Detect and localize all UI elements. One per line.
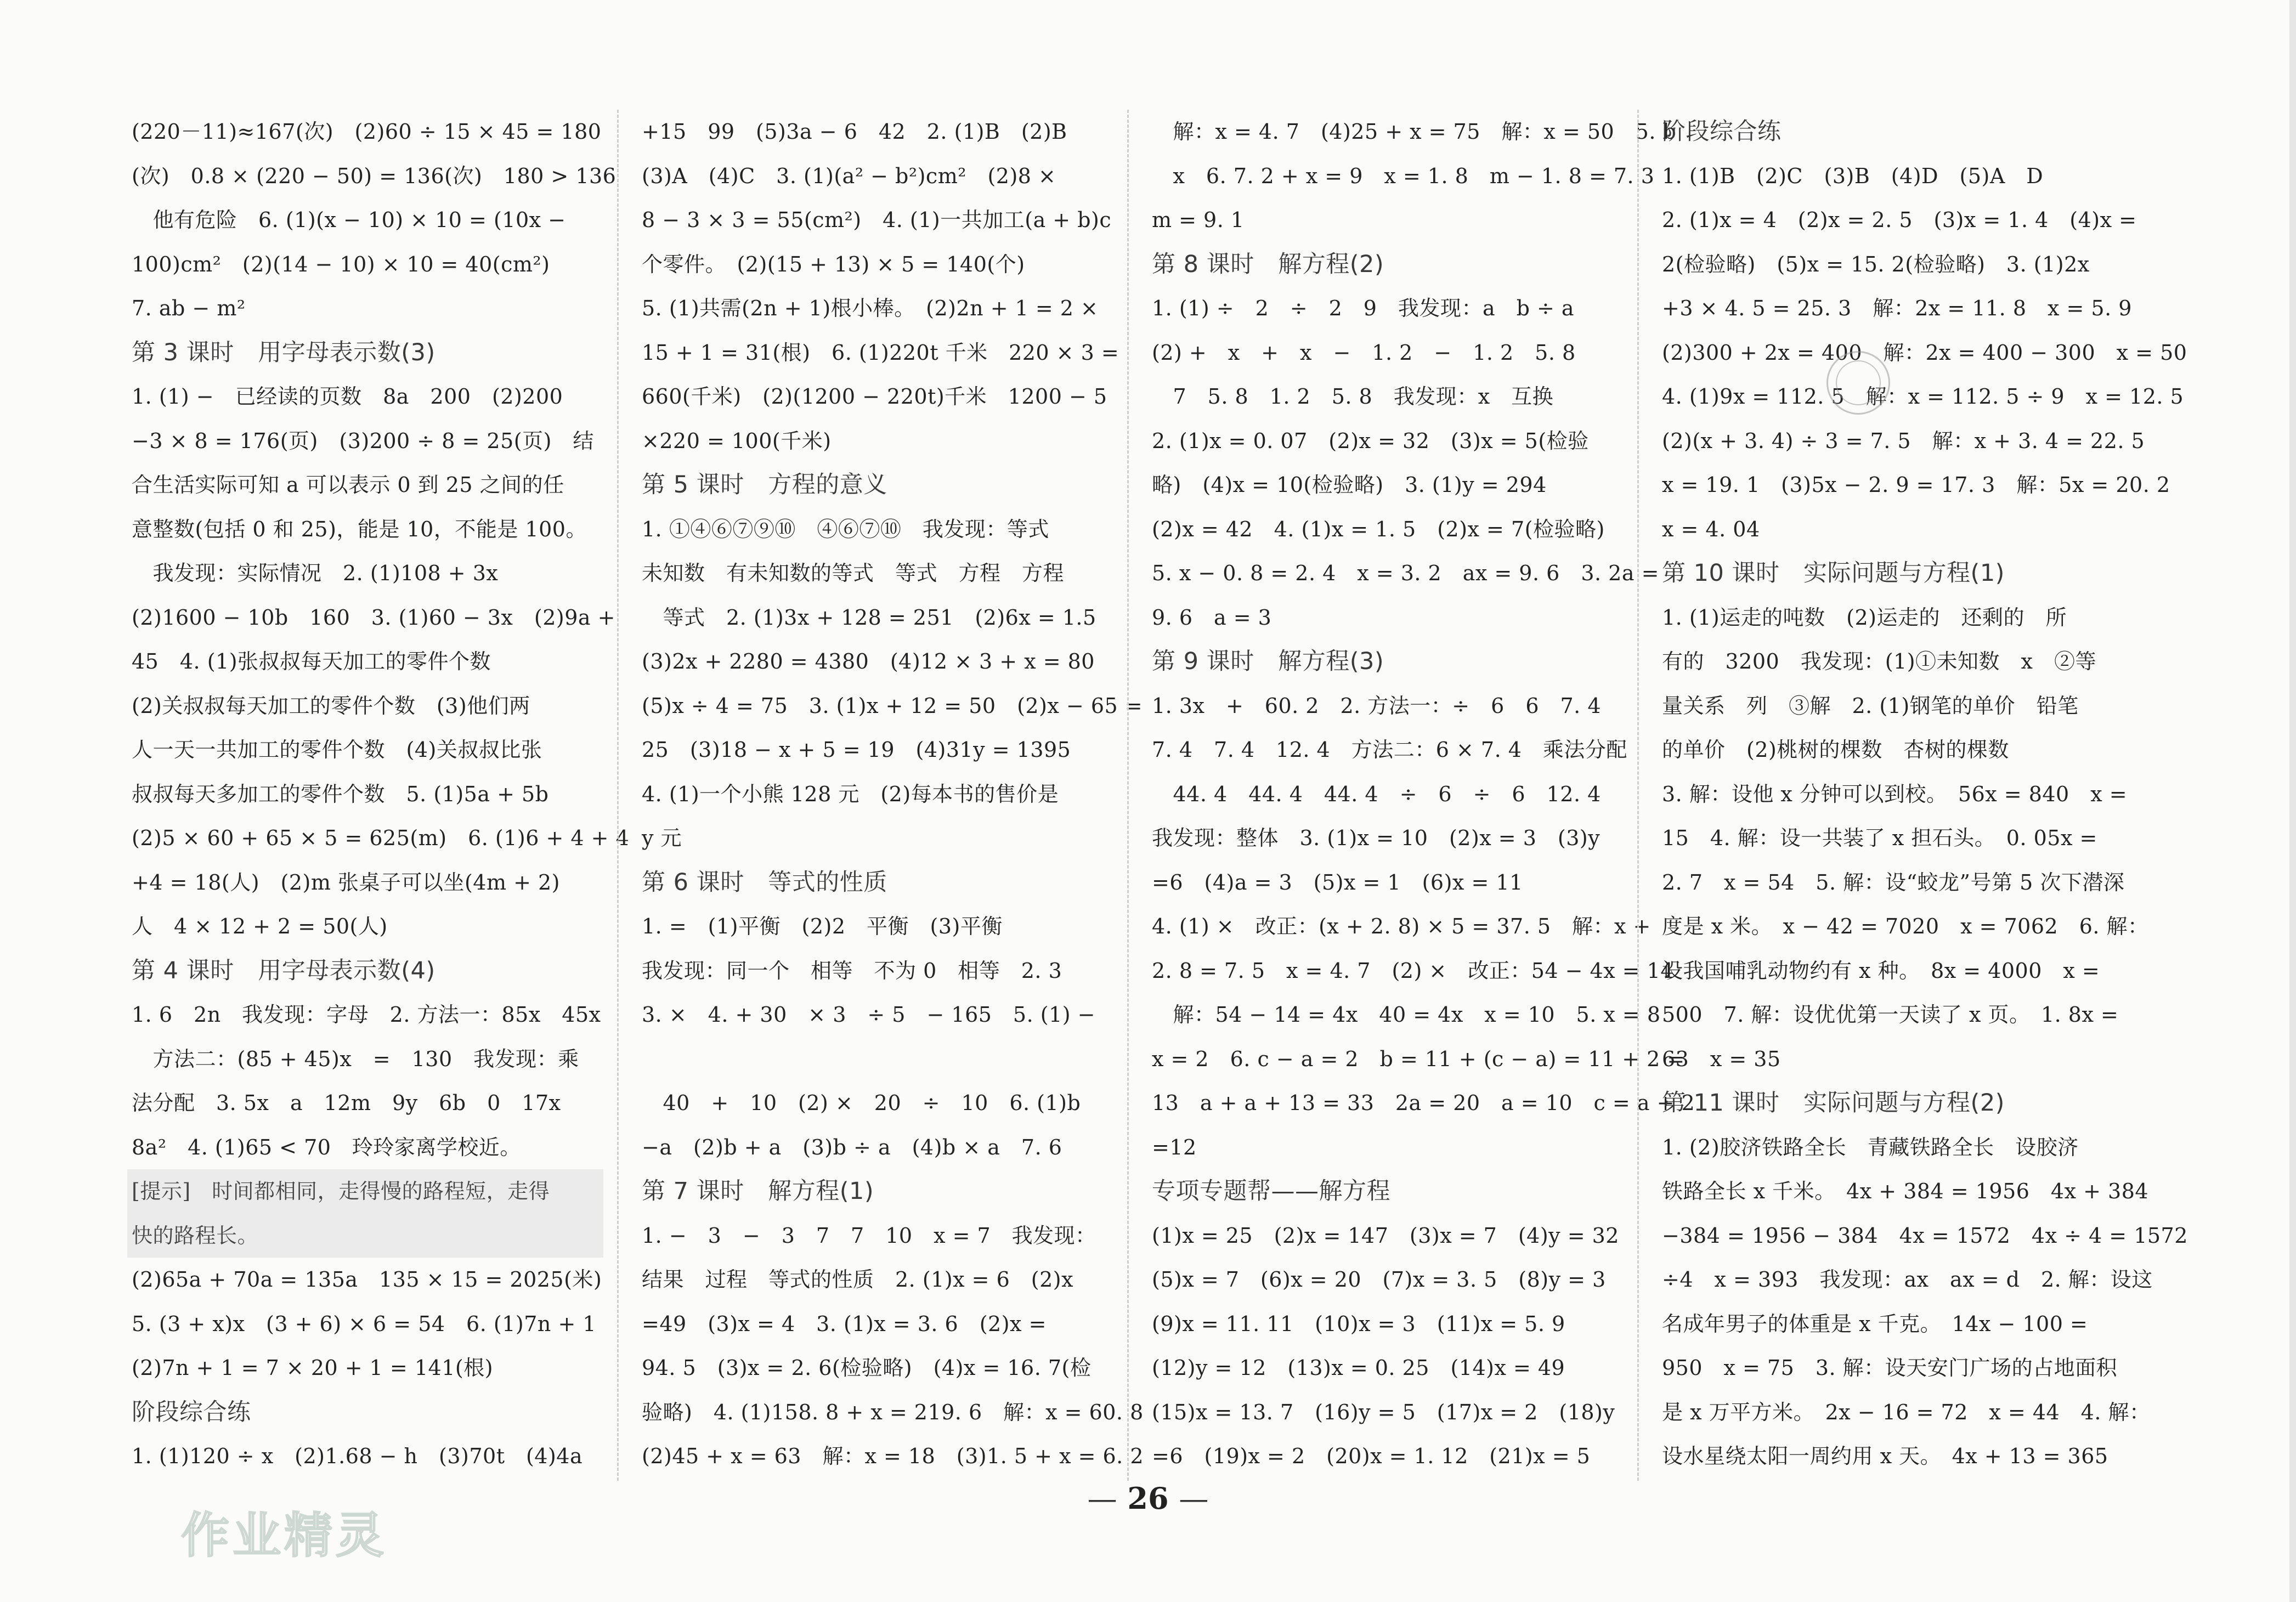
- answer-line: 660(千米) (2)(1200 − 220t)千米 1200 − 5: [642, 384, 1107, 409]
- answer-line: 2. 8 = 7. 5 x = 4. 7 (2) × 改正：54 − 4x = 14: [1152, 958, 1675, 983]
- answer-line: 他有危险 6. (1)(x − 10) × 10 = (10x −: [132, 208, 566, 232]
- answer-line: (2)65a + 70a = 135a 135 × 15 = 2025(米): [132, 1267, 602, 1292]
- answer-line: (2)300 + 2x = 400 解：2x = 400 − 300 x = 50: [1662, 340, 2187, 365]
- answer-line: (9)x = 11. 11 (10)x = 3 (11)x = 5. 9: [1152, 1311, 1565, 1336]
- answer-line: (12)y = 12 (13)x = 0. 25 (14)x = 49: [1152, 1356, 1565, 1380]
- section-heading: 第 6 课时 等式的性质: [642, 868, 887, 896]
- answer-line: ÷4 x = 393 我发现：ax ax = d 2. 解：设这: [1662, 1267, 2153, 1292]
- answer-line: 我发现：实际情况 2. (1)108 + 3x: [132, 561, 499, 585]
- column-divider: [1127, 110, 1129, 1481]
- answer-line: 1. (1) ÷ 2 ÷ 2 9 我发现：a b ÷ a: [1152, 296, 1575, 320]
- answer-line: (2)关叔叔每天加工的零件个数 (3)他们两: [132, 693, 530, 718]
- column-divider: [1637, 110, 1639, 1481]
- answer-line: 4. (1)9x = 112. 5 解：x = 112. 5 ÷ 9 x = 12. 5: [1662, 384, 2184, 409]
- hint-line: 快的路程长。: [127, 1214, 603, 1258]
- answer-line: 方法二：(85 + 45)x = 130 我发现：乘: [132, 1046, 579, 1071]
- page-number: — 26 —: [1087, 1481, 1209, 1516]
- answer-line: 8 − 3 × 3 = 55(cm²) 4. (1)一共加工(a + b)c: [642, 208, 1112, 232]
- hint-line: [提示] 时间都相同，走得慢的路程短，走得: [127, 1169, 603, 1214]
- answer-line: −384 = 1956 − 384 4x = 1572 4x ÷ 4 = 1572: [1662, 1223, 2188, 1248]
- answer-line: (次) 0.8 × (220 − 50) = 136(次) 180 > 136: [132, 163, 617, 188]
- answer-line: 名成年男子的体重是 x 千克。 14x − 100 =: [1662, 1311, 2088, 1336]
- page-edge: [2289, 0, 2296, 1602]
- answer-line: 7 5. 8 1. 2 5. 8 我发现：x 互换: [1152, 384, 1554, 409]
- answer-line: +15 99 (5)3a − 6 42 2. (1)B (2)B: [642, 120, 1067, 144]
- answer-column-1: [132, 110, 630, 1479]
- answer-line: 2. (1)x = 0. 07 (2)x = 32 (3)x = 5(检验: [1152, 428, 1589, 453]
- section-heading: 第 4 课时 用字母表示数(4): [132, 956, 436, 984]
- answer-line: 40 + 10 (2) × 20 ÷ 10 6. (1)b: [642, 1091, 1081, 1115]
- answer-line: (5)x = 7 (6)x = 20 (7)x = 3. 5 (8)y = 3: [1152, 1267, 1606, 1292]
- answer-line: 2. (1)x = 4 (2)x = 2. 5 (3)x = 1. 4 (4)x =: [1662, 208, 2137, 232]
- answer-line: 略) (4)x = 10(检验略) 3. (1)y = 294: [1152, 473, 1547, 497]
- answer-line: 合生活实际可知 a 可以表示 0 到 25 之间的任: [132, 473, 564, 497]
- section-heading: 第 3 课时 用字母表示数(3): [132, 338, 436, 366]
- page-number-value: 26: [1127, 1481, 1169, 1516]
- answer-line: 1. ①④⑥⑦⑨⑩ ④⑥⑦⑩ 我发现：等式: [642, 517, 1049, 541]
- answer-line: 我发现：同一个 相等 不为 0 相等 2. 3: [642, 958, 1062, 983]
- section-heading: 阶段综合练: [1662, 118, 1782, 145]
- answer-line: 2(检验略) (5)x = 15. 2(检验略) 3. (1)2x: [1662, 252, 2090, 276]
- answer-line: 500 7. 解：设优优第一天读了 x 页。 1. 8x =: [1662, 1003, 2119, 1027]
- answer-line: 解：x = 4. 7 (4)25 + x = 75 解：x = 50 5. b: [1152, 120, 1677, 144]
- answer-line: 44. 4 44. 4 44. 4 ÷ 6 ÷ 6 12. 4: [1152, 782, 1601, 806]
- answer-line: 铁路全长 x 千米。 4x + 384 = 1956 4x + 384: [1662, 1179, 2149, 1203]
- answer-line: 个零件。 (2)(15 + 13) × 5 = 140(个): [642, 252, 1025, 276]
- answer-line: 1. 6 2n 我发现：字母 2. 方法一：85x 45x: [132, 1003, 601, 1027]
- section-heading: 第 11 课时 实际问题与方程(2): [1662, 1089, 2005, 1117]
- answer-line: x = 19. 1 (3)5x − 2. 9 = 17. 3 解：5x = 20. 2: [1662, 473, 2170, 497]
- answer-line: 法分配 3. 5x a 12m 9y 6b 0 17x: [132, 1091, 561, 1115]
- answer-line: 25 (3)18 − x + 5 = 19 (4)31y = 1395: [642, 738, 1071, 762]
- answer-line: 1. − 3 − 3 7 7 10 x = 7 我发现：: [642, 1223, 1096, 1248]
- answer-line: 设我国哺乳动物约有 x 种。 8x = 4000 x =: [1662, 958, 2100, 983]
- section-heading: 第 10 课时 实际问题与方程(1): [1662, 559, 2005, 587]
- answer-line: (2)45 + x = 63 解：x = 18 (3)1. 5 + x = 6. 2: [642, 1444, 1144, 1468]
- answer-line: +4 = 18(人) (2)m 张桌子可以坐(4m + 2): [132, 870, 560, 895]
- answer-column-3: [1152, 110, 1695, 1479]
- section-heading: 第 7 课时 解方程(1): [642, 1178, 874, 1205]
- answer-line: 等式 2. (1)3x + 128 = 251 (2)6x = 1.5: [642, 605, 1096, 630]
- answer-line: 是 x 万平方米。 2x − 16 = 72 x = 44 4. 解：: [1662, 1400, 2151, 1424]
- answer-line: 1. (1) − 已经读的页数 8a 200 (2)200: [132, 384, 563, 409]
- stamp-mark: [1826, 351, 1890, 415]
- watermark: 作业精灵: [181, 1507, 388, 1564]
- answer-line: (220－11)≈167(次) (2)60 ÷ 15 × 45 = 180: [132, 120, 602, 144]
- column-divider: [617, 110, 619, 1481]
- answer-line: 15 4. 解：设一共装了 x 担石头。 0. 05x =: [1662, 826, 2097, 850]
- section-heading: 专项专题帮——解方程: [1152, 1178, 1390, 1205]
- answer-column-2: [642, 110, 1144, 1479]
- answer-line: 3. 解：设他 x 分钟可以到校。 56x = 840 x =: [1662, 782, 2128, 806]
- answer-line: 人 4 × 12 + 2 = 50(人): [132, 914, 388, 938]
- answer-line: =6 (19)x = 2 (20)x = 1. 12 (21)x = 5: [1152, 1444, 1591, 1468]
- answer-line: 意整数(包括 0 和 25)，能是 10，不能是 100。: [132, 517, 587, 541]
- answer-line: =6 (4)a = 3 (5)x = 1 (6)x = 11: [1152, 870, 1523, 895]
- answer-line: (3)A (4)C 3. (1)(a² − b²)cm² (2)8 ×: [642, 163, 1056, 188]
- answer-line: 1. (2)胶济铁路全长 青藏铁路全长 设胶济: [1662, 1135, 2079, 1159]
- answer-line: 100)cm² (2)(14 − 10) × 10 = 40(cm²): [132, 252, 550, 276]
- answer-line: x = 4. 04: [1662, 517, 1760, 541]
- answer-line: 设水星绕太阳一周约用 x 天。 4x + 13 = 365: [1662, 1444, 2108, 1468]
- answer-line: (2)x = 42 4. (1)x = 1. 5 (2)x = 7(检验略): [1152, 517, 1605, 541]
- answer-column-4: [1662, 110, 2188, 1479]
- answer-line: (5)x ÷ 4 = 75 3. (1)x + 12 = 50 (2)x − 65 =: [642, 693, 1143, 718]
- answer-line: 9. 6 a = 3: [1152, 605, 1272, 630]
- answer-line: (15)x = 13. 7 (16)y = 5 (17)x = 2 (18)y: [1152, 1400, 1615, 1424]
- answer-line: 4. (1) × 改正：(x + 2. 8) × 5 = 37. 5 解：x +: [1152, 914, 1651, 938]
- answer-line: (1)x = 25 (2)x = 147 (3)x = 7 (4)y = 32: [1152, 1223, 1619, 1248]
- answer-line: (3)2x + 2280 = 4380 (4)12 × 3 + x = 80: [642, 649, 1095, 673]
- answer-line: 5. (1)共需(2n + 1)根小棒。 (2)2n + 1 = 2 ×: [642, 296, 1099, 320]
- answer-line: 63 x = 35: [1662, 1046, 1781, 1071]
- section-heading: 第 9 课时 解方程(3): [1152, 648, 1384, 675]
- answer-line: (2) + x + x − 1. 2 − 1. 2 5. 8: [1152, 340, 1576, 365]
- answer-line: x = 2 6. c − a = 2 b = 11 + (c − a) = 11 + 2 =: [1152, 1046, 1685, 1071]
- answer-line: 人一天一共加工的零件个数 (4)关叔叔比张: [132, 738, 542, 762]
- answer-line: 验略) 4. (1)158. 8 + x = 219. 6 解：x = 60. 8: [642, 1400, 1144, 1424]
- answer-line: 45 4. (1)张叔叔每天加工的零件个数: [132, 649, 491, 673]
- answer-line: 叔叔每天多加工的零件个数 5. (1)5a + 5b: [132, 782, 549, 806]
- answer-line: −a (2)b + a (3)b ÷ a (4)b × a 7. 6: [642, 1135, 1062, 1159]
- answer-line: 1. (1)120 ÷ x (2)1.68 − h (3)70t (4)4a: [132, 1444, 583, 1468]
- answer-line: +3 × 4. 5 = 25. 3 解：2x = 11. 8 x = 5. 9: [1662, 296, 2132, 320]
- answer-line: 的单价 (2)桃树的棵数 杏树的棵数: [1662, 738, 2009, 762]
- answer-line: 7. 4 7. 4 12. 4 方法二：6 × 7. 4 乘法分配: [1152, 738, 1627, 762]
- answer-line: 15 + 1 = 31(根) 6. (1)220t 千米 220 × 3 =: [642, 340, 1119, 365]
- answer-line: 度是 x 米。 x − 42 = 7020 x = 7062 6. 解：: [1662, 914, 2149, 938]
- answer-line: 950 x = 75 3. 解：设天安门广场的占地面积: [1662, 1356, 2118, 1380]
- answer-line: 94. 5 (3)x = 2. 6(检验略) (4)x = 16. 7(检: [642, 1356, 1092, 1380]
- answer-line: 2. 7 x = 54 5. 解：设“蛟龙”号第 5 次下潜深: [1662, 870, 2125, 895]
- answer-line: 5. (3 + x)x (3 + 6) × 6 = 54 6. (1)7n + 1: [132, 1311, 597, 1336]
- answer-line: 7. ab − m²: [132, 296, 246, 320]
- answer-line: x 6. 7. 2 + x = 9 x = 1. 8 m − 1. 8 = 7. 3: [1152, 163, 1655, 188]
- answer-line: (2)(x + 3. 4) ÷ 3 = 7. 5 解：x + 3. 4 = 22. 5: [1662, 428, 2145, 453]
- section-heading: 阶段综合练: [132, 1398, 251, 1426]
- answer-line: y 元: [642, 826, 682, 850]
- answer-line: 1. (1)B (2)C (3)B (4)D (5)A D: [1662, 163, 2044, 188]
- answer-line: 1. = (1)平衡 (2)2 平衡 (3)平衡: [642, 914, 1003, 938]
- answer-line: 3. ⨯ 4. + 30 × 3 ÷ 5 − 165 5. (1) −: [642, 1003, 1096, 1027]
- answer-line: =49 (3)x = 4 3. (1)x = 3. 6 (2)x =: [642, 1311, 1047, 1336]
- answer-line: 13 a + a + 13 = 33 2a = 20 a = 10 c = a + 2: [1152, 1091, 1695, 1115]
- answer-line: 解：54 − 14 = 4x 40 = 4x x = 10 5. x = 8: [1152, 1003, 1661, 1027]
- section-heading: 第 5 课时 方程的意义: [642, 471, 887, 499]
- answer-line: −3 × 8 = 176(页) (3)200 ÷ 8 = 25(页) 结: [132, 428, 594, 453]
- answer-line: 5. x − 0. 8 = 2. 4 x = 3. 2 ax = 9. 6 3. 2a =: [1152, 561, 1659, 585]
- answer-line: (2)7n + 1 = 7 × 20 + 1 = 141(根): [132, 1356, 494, 1380]
- answer-line: [642, 1037, 1108, 1082]
- answer-line: 量关系 列 ③解 2. (1)钢笔的单价 铅笔: [1662, 693, 2079, 718]
- answer-line: 未知数 有未知数的等式 等式 方程 方程: [642, 561, 1065, 585]
- answer-line: 4. (1)一个小熊 128 元 (2)每本书的售价是: [642, 782, 1059, 806]
- answer-line: 8a² 4. (1)65 < 70 玲玲家离学校近。: [132, 1135, 521, 1159]
- answer-line: 有的 3200 我发现：(1)①未知数 x ②等: [1662, 649, 2096, 673]
- answer-line: m = 9. 1: [1152, 208, 1245, 232]
- section-heading: 第 8 课时 解方程(2): [1152, 250, 1384, 278]
- answer-line: =12: [1152, 1135, 1197, 1159]
- answer-line: 1. (1)运走的吨数 (2)运走的 还剩的 所: [1662, 605, 2067, 630]
- answer-line: 我发现：整体 3. (1)x = 10 (2)x = 3 (3)y: [1152, 826, 1601, 850]
- answer-line: 结果 过程 等式的性质 2. (1)x = 6 (2)x: [642, 1267, 1074, 1292]
- answer-line: 1. 3x + 60. 2 2. 方法一：÷ 6 6 7. 4: [1152, 693, 1602, 718]
- answer-line: (2)1600 − 10b 160 3. (1)60 − 3x (2)9a +: [132, 605, 615, 630]
- answer-line: (2)5 × 60 + 65 × 5 = 625(m) 6. (1)6 + 4 + 4: [132, 826, 630, 850]
- answer-line: ×220 = 100(千米): [642, 428, 832, 453]
